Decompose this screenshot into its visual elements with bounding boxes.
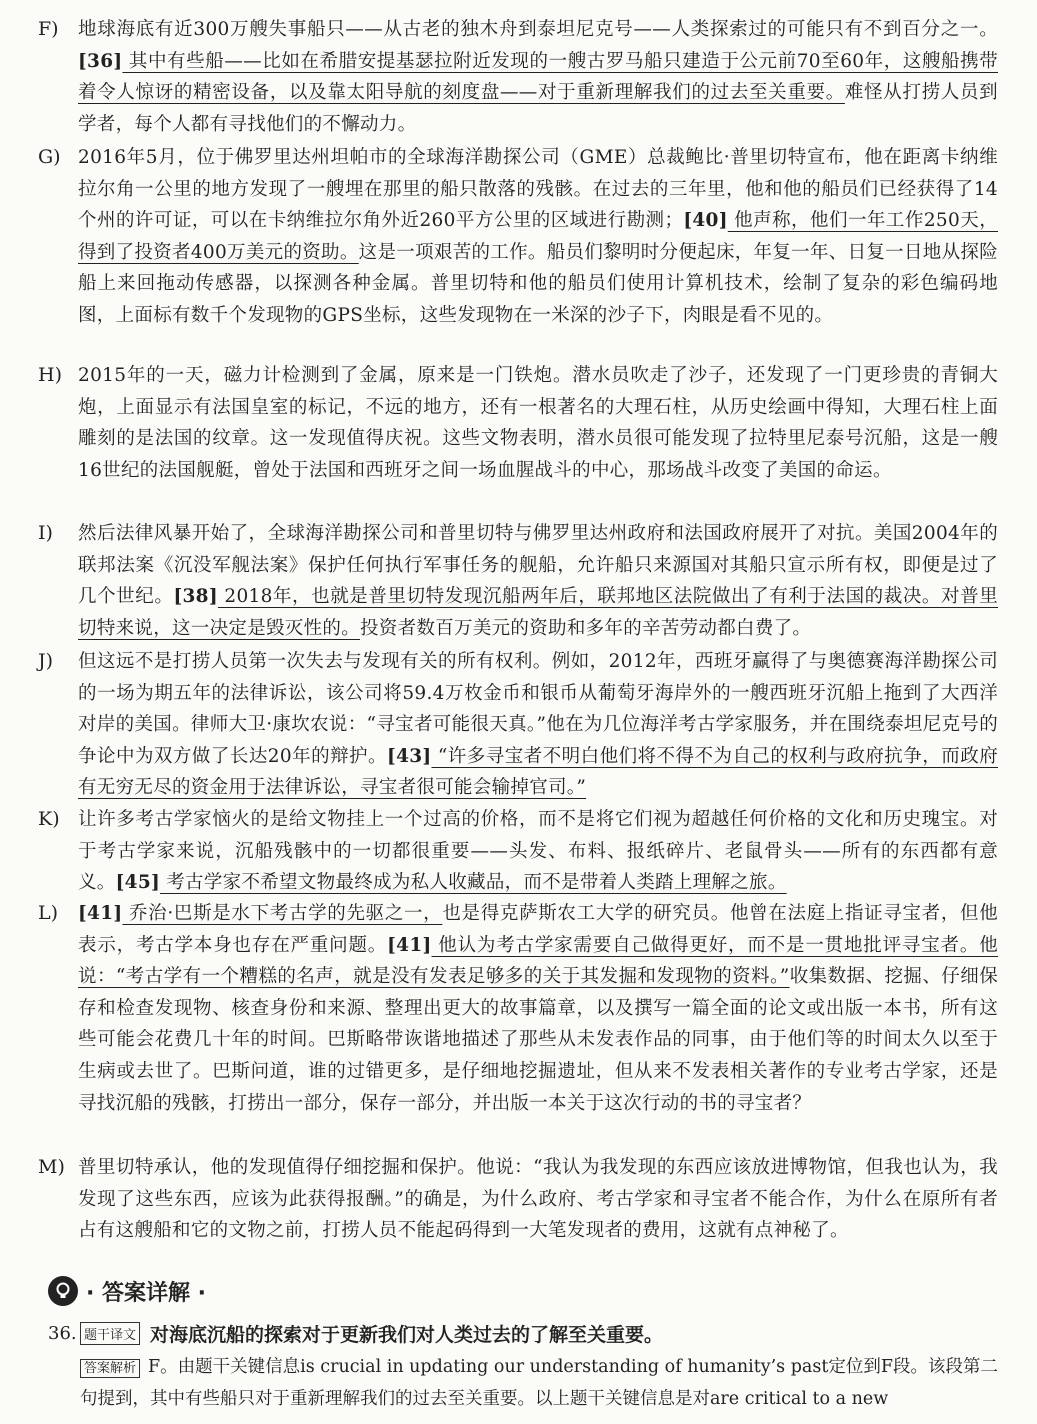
paragraph-text (78, 1152, 998, 1247)
question-marker: [41] (387, 934, 432, 956)
lightbulb-icon (48, 1276, 78, 1306)
paragraph-text (78, 142, 998, 332)
text-segment: 难怪从打捞人员到学者，每个人都有寻找他们的不懈动力。 (78, 82, 998, 135)
paragraph (38, 360, 998, 486)
paragraph-label: G) (38, 146, 61, 168)
text-segment: 2015年的一天，磁力计检测到了金属，原来是一门铁炮。潜水员吹走了沙子，还发现了一门更珍贵的青铜大炮，上面显示有法国皇室的标记，不远的地方，还有一根著名的大理石柱，从历史绘画中得知，大理石柱上面雕刻的是法国的纹章。这一发现值得庆祝。这些文物表明，潜水员很可能发现了拉特里尼泰号沉船，这是一艘16世纪的法国舰艇，曾处于法国和西班牙之间一场血腥战斗的中心，那场战斗改变了美国的命运。 (78, 365, 998, 481)
paragraph-text (78, 14, 998, 140)
paragraph-label: K) (38, 808, 60, 830)
paragraph (38, 898, 998, 1119)
question-marker: [41] (78, 903, 123, 924)
paragraph-label: F) (38, 18, 59, 40)
analysis-text: F。由题干关键信息is crucial in updating our understanding of humanity’s past定位到F段。该段第二句提到，其中有些船只对于重新理解我们的过去至关重要。以上题干关键信息是对are critical to a new (80, 1357, 999, 1409)
question-marker: [45] (115, 872, 161, 894)
question-marker: [40] (683, 210, 728, 232)
paragraph-label: I) (38, 522, 53, 544)
answer-analysis (80, 1352, 998, 1415)
underlined-text: 其中有些船——比如在希腊安提基瑟拉附近发现的一艘古罗马船只建造于公元前70至60年，这艘船携带着令人惊讶的精密设备，以及靠太阳导航的刻度盘——对于重新理解我们的过去至关重要。 (78, 50, 998, 104)
paragraph (38, 142, 998, 332)
analysis-tag: 答案解析 (80, 1359, 140, 1378)
paragraph (38, 14, 998, 140)
question-marker: [43] (387, 745, 432, 767)
question-number: 36. (48, 1322, 77, 1344)
paragraph-text (78, 898, 998, 1119)
paragraph-label: M) (38, 1156, 65, 1178)
paragraph (38, 518, 998, 644)
text-segment: 这是一项艰苦的工作。船员们黎明时分便起床，年复一年、日复一日地从探险船上来回拖动传感器，以探测各种金属。普里切特和他的船员们使用计算机技术，绘制了复杂的彩色编码地图，上面标有数千个发现物的GPS坐标，这些发现物在一米深的沙子下，肉眼是看不见的。 (78, 241, 998, 326)
text-segment: 2016年5月，位于佛罗里达州坦帕市的全球海洋勘探公司（GME）总裁鲍比·普里切特宣布，他在距离卡纳维拉尔角一公里的地方发现了一艘埋在那里的船只散落的残骸。在过去的三年里，他和他的船员们已经获得了14个州的许可证，可以在卡纳维拉尔角外近260平方公里的区域进行勘测； (78, 147, 998, 232)
paragraph-text (78, 360, 998, 486)
question-marker: [36] (78, 50, 123, 72)
text-segment: 普里切特承认，他的发现值得仔细挖掘和保护。他说：“我认为我发现的东西应该放进博物馆，但我也认为，我发现了这些东西，应该为此获得报酬。”的确是，为什么政府、考古学家和寻宝者不能合作，为什么在原所有者占有这艘船和它的文物之前，打捞人员不能起码得到一大笔发现者的费用，这就有点神秘了。 (78, 1157, 998, 1242)
paragraph-text (78, 646, 998, 804)
text-segment: 让许多考古学家恼火的是给文物挂上一个过高的价格，而不是将它们视为超越任何价格的文化和历史瑰宝。对于考古学家来说，沉船残骸中的一切都很重要——头发、布料、报纸碎片、老鼠骨头——所有的东西都有意义。 (78, 809, 998, 894)
paragraph-label: J) (38, 650, 54, 672)
text-segment: 然后法律风暴开始了，全球海洋勘探公司和普里切特与佛罗里达州政府和法国政府展开了对抗。美国2004年的联邦法案《沉没军舰法案》保护任何执行军事任务的舰船，允许船只来源国对其船只宣示所有权，即便是过了几个世纪。 (78, 523, 998, 608)
text-segment: 地球海底有近300万艘失事船只——从古老的独木舟到泰坦尼克号——人类探索过的可能只有不到百分之一。 (78, 19, 998, 40)
paragraph-label: L) (38, 902, 59, 924)
answers-header (48, 1270, 206, 1312)
translation-tag: 题干译文 (80, 1322, 140, 1345)
underlined-text: 2018年，也就是普里切特发现沉船两年后，联邦地区法院做出了有利于法国的裁决。对普里切特来说，这一决定是毁灭性的。 (78, 586, 998, 639)
text-segment: 投资者数百万美元的资助和多年的辛苦劳动都白费了。 (360, 617, 812, 639)
underlined-text: 考古学家不希望文物最终成为私人收藏品，而不是带着人类踏上理解之旅。 (160, 872, 787, 894)
paragraph (38, 646, 998, 804)
paragraph-label: H) (38, 364, 62, 386)
underlined-text: 他声称，他们一年工作250天，得到了投资者400万美元的资助。 (78, 210, 998, 263)
paragraph (38, 804, 998, 899)
paragraph-text (78, 804, 998, 899)
paragraph-text (78, 518, 998, 644)
text-segment: 也是得克萨斯农工大学的研究员。他曾在法庭上指证寻宝者，但他表示，考古学本身也存在严重问题。 (78, 903, 998, 956)
underlined-text: 乔治·巴斯是水下考古学的先驱之一， (122, 903, 443, 924)
underlined-text: 他认为考古学家需要自己做得更好，而不是一贯地批评寻宝者。他说：“考古学有一个糟糕的名声，就是没有发表足够多的关于其发掘和发现物的资料。” (78, 934, 998, 988)
question-translation: 对海底沉船的探索对于更新我们对人类过去的了解至关重要。 (150, 1323, 664, 1346)
underlined-text: “许多寻宝者不明白他们将不得不为自己的权利与政府抗争，而政府有无穷无尽的资金用于法律诉讼，寻宝者很可能会输掉官司。” (78, 745, 998, 799)
question-marker: [38] (173, 586, 218, 608)
answers-title: · 答案详解 · (86, 1280, 207, 1306)
text-segment: 收集数据、挖掘、仔细保存和检查发现物、核查身份和来源、整理出更大的故事篇章，以及撰写一篇全面的论文或出版一本书，所有这些可能会花费几十年的时间。巴斯略带诙谐地描述了那些从未发表作品的同事，由于他们等的时间太久以至于生病或去世了。巴斯问道，谁的过错更多，是仔细地挖掘遗址，但从来不发表相关著作的专业考古学家，还是寻找沉船的残骸，打捞出一部分，保存一部分，并出版一本关于这次行动的书的寻宝者？ (78, 966, 998, 1114)
text-segment: 但这远不是打捞人员第一次失去与发现有关的所有权利。例如，2012年，西班牙赢得了与奥德赛海洋勘探公司的一场为期五年的法律诉讼，该公司将59.4万枚金币和银币从葡萄牙海岸外的一艘西班牙沉船上拖到了大西洋对岸的美国。律师大卫·康坎农说：“寻宝者可能很天真。”他在为几位海洋考古学家服务，并在围绕泰坦尼克号的争论中为双方做了长达20年的辩护。 (78, 651, 998, 767)
paragraph (38, 1152, 998, 1247)
question-36 (48, 1318, 1008, 1348)
